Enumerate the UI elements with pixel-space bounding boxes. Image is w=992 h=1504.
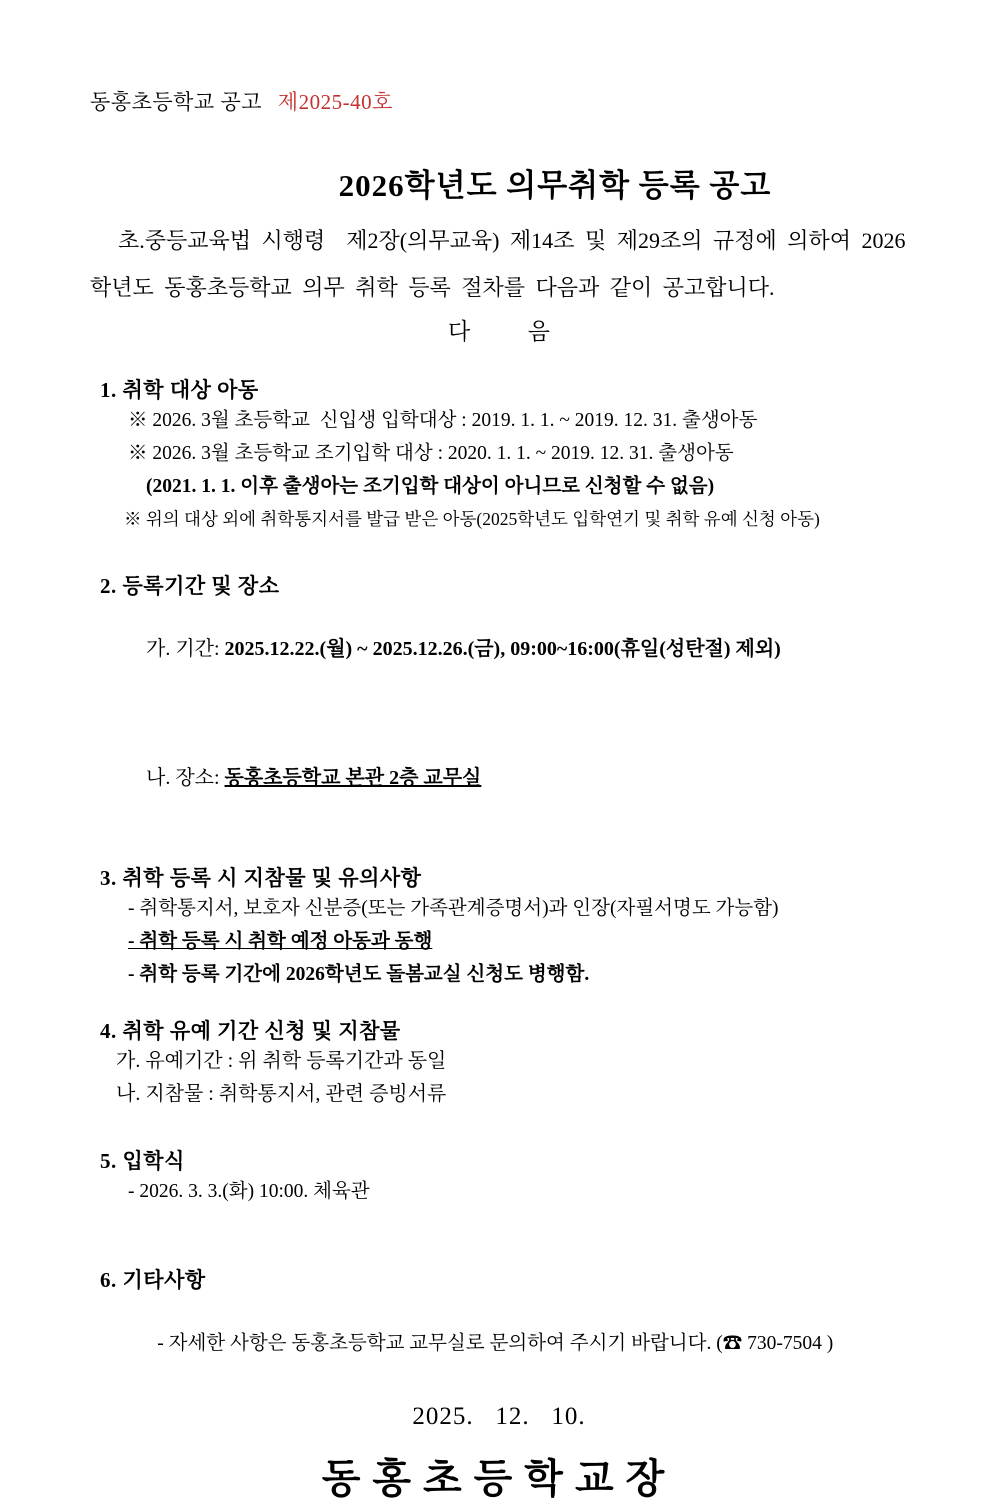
divider-word: 다 음 [448,319,550,344]
list-item: - 2026. 3. 3.(화) 10:00. 체육관 [128,1181,370,1202]
contact-line [128,1294,908,1393]
list-item: 나. 지참물 : 취학통지서, 관련 증빙서류 [116,1083,447,1105]
list-item: - 취학 등록 시 취학 예정 아동과 동행 [128,931,433,952]
section-other [90,1264,908,1393]
section-heading: 2. 등록기간 및 장소 [100,574,280,598]
phone-icon: ☎ [722,1333,743,1354]
section-required-items [90,862,908,991]
date-line: 2025. 12. 10. [412,1403,586,1430]
contact-text: - 자세한 사항은 동홍초등학교 교무실로 문의하여 주시기 바랍니다. ( [157,1333,723,1354]
intro-paragraph: 초.중등교육법 시행령 제2장(의무교육) 제14조 및 제29조의 규정에 의하여 2026학년도 동홍초등학교 의무 취학 등록 절차를 다음과 같이 공고합니다. [90,228,906,300]
list-item-note: (2021. 1. 1. 이후 출생아는 조기입학 대상이 아니므로 신청할 수 없음) [146,476,715,497]
document-header [90,86,908,116]
list-item: ※ 위의 대상 외에 취학통지서를 발급 받은 아동(2025학년도 입학연기 및 취학 유예 신청 아동) [124,509,820,529]
section-heading: 6. 기타사항 [100,1268,206,1292]
list-item: - 취학 등록 기간에 2026학년도 돌봄교실 신청도 병행함. [128,964,590,985]
list-item: ※ 2026. 3월 초등학교 조기입학 대상 : 2020. 1. 1. ~ 2019. 12. 31. 출생아동 [128,443,734,464]
item-value: 동홍초등학교 본관 2층 교무실 [224,767,482,789]
item-value: 2025.12.22.(월) ~ 2025.12.26.(금), 09:00~16:00(휴일(성탄절) 제외) [224,638,781,660]
section-deferment [90,1015,908,1111]
document-title: 2026학년도 의무취학 등록 공고 [338,168,772,203]
section-heading: 5. 입학식 [100,1149,185,1173]
list-item: ※ 2026. 3월 초등학교 신입생 입학대상 : 2019. 1. 1. ~ 2019. 12. 31. 출생아동 [128,410,758,431]
list-item: 가. 유예기간 : 위 취학 등록기간과 동일 [116,1050,447,1072]
phone-number: 730-7504 ) [742,1333,834,1354]
issuer-name: 동홍초등학교 공고 [90,90,263,114]
item-label: 가. 기간: [146,638,225,660]
list-item-location [116,729,908,828]
list-item: - 취학통지서, 보호자 신분증(또는 가족관계증명서)과 인장(자필서명도 가능함) [128,898,779,919]
list-item-period [116,600,908,699]
section-registration-period [90,570,908,828]
section-enrollment-targets [90,374,908,536]
notice-number: 제2025-40호 [277,90,393,114]
section-heading: 1. 취학 대상 아동 [100,378,259,402]
signature: 동홍초등학교장 [321,1456,677,1501]
section-heading: 4. 취학 유예 기간 신청 및 지참물 [100,1019,401,1043]
item-label: 나. 장소: [146,767,225,789]
section-heading: 3. 취학 등록 시 지참물 및 유의사항 [100,866,422,890]
section-entrance-ceremony [90,1145,908,1208]
